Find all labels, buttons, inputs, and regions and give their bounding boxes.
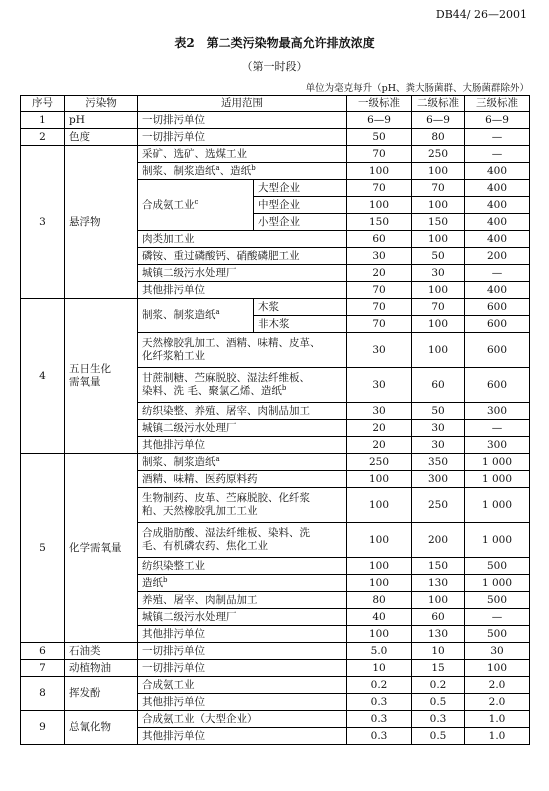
grade-2-value: 70 xyxy=(412,180,465,197)
scope-cell xyxy=(138,333,347,368)
grade-2-value: 130 xyxy=(412,626,465,643)
pollutant-name-line: 五日生化 xyxy=(69,363,111,375)
grade-1-value: 100 xyxy=(347,523,412,558)
grade-3-value: 400 xyxy=(465,282,530,299)
grade-1-value: 40 xyxy=(347,609,412,626)
grade-3-value: 500 xyxy=(465,558,530,575)
grade-3-value: — xyxy=(465,420,530,437)
pollutant-name: 挥发酚 xyxy=(65,677,138,711)
row-no: 4 xyxy=(21,299,65,454)
sub-scope-cell: 小型企业 xyxy=(254,214,347,231)
scope-text: 制浆、制浆造纸 xyxy=(142,455,216,468)
pollutant-name xyxy=(65,299,138,454)
grade-2-value: 100 xyxy=(412,316,465,333)
scope-cell: 其他排污单位 xyxy=(138,694,347,711)
row-no: 6 xyxy=(21,643,65,660)
grade-1-value: 70 xyxy=(347,299,412,316)
grade-3-value: 300 xyxy=(465,437,530,454)
grade-3-value: 1.0 xyxy=(465,711,530,728)
footnote-mark: a xyxy=(215,308,220,316)
grade-1-value: 100 xyxy=(347,197,412,214)
scope-text: 染料、洗 毛、聚氯乙烯、造纸 xyxy=(142,385,282,397)
grade-3-value: 2.0 xyxy=(465,694,530,711)
grade-1-value: 20 xyxy=(347,265,412,282)
grade-1-value: 50 xyxy=(347,129,412,146)
grade-2-value: 100 xyxy=(412,231,465,248)
sub-scope-cell: 中型企业 xyxy=(254,197,347,214)
grade-3-value: 400 xyxy=(465,231,530,248)
scope-cell xyxy=(138,454,347,471)
scope-cell xyxy=(138,163,347,180)
table-row xyxy=(21,112,530,129)
grade-3-value: — xyxy=(465,129,530,146)
pollutant-name: 石油类 xyxy=(65,643,138,660)
scope-text: 甘蔗制糖、苎麻脱胶、湿法纤维板、 xyxy=(142,372,310,384)
scope-cell: 养殖、屠宰、肉制品加工 xyxy=(138,592,347,609)
grade-2-value: 150 xyxy=(412,214,465,231)
grade-3-value: 400 xyxy=(465,214,530,231)
table-row xyxy=(21,643,530,660)
grade-1-value: 100 xyxy=(347,488,412,523)
scope-cell: 城镇二级污水处理厂 xyxy=(138,420,347,437)
scope-cell: 合成氨工业 xyxy=(138,677,347,694)
grade-1-value: 80 xyxy=(347,592,412,609)
grade-2-value: 100 xyxy=(412,333,465,368)
scope-cell: 一切排污单位 xyxy=(138,660,347,677)
grade-3-value: 1 000 xyxy=(465,488,530,523)
grade-3-value: 1 000 xyxy=(465,454,530,471)
scope-cell: 城镇二级污水处理厂 xyxy=(138,265,347,282)
scope-text: 、造纸 xyxy=(219,164,252,177)
header-scope: 适用范围 xyxy=(138,96,347,112)
scope-text: 制浆、制浆造纸 xyxy=(142,164,216,177)
grade-1-value: 250 xyxy=(347,454,412,471)
grade-3-value: 30 xyxy=(465,643,530,660)
grade-2-value: 100 xyxy=(412,197,465,214)
scope-cell: 磷铵、重过磷酸钙、硝酸磷肥工业 xyxy=(138,248,347,265)
footnote-mark: b xyxy=(251,163,256,172)
header-grade-1: 一级标准 xyxy=(347,96,412,112)
grade-3-value: 600 xyxy=(465,299,530,316)
scope-cell: 一切排污单位 xyxy=(138,129,347,146)
grade-3-value: 1 000 xyxy=(465,523,530,558)
scope-cell: 酒精、味精、医药原料药 xyxy=(138,471,347,488)
grade-3-value: 1 000 xyxy=(465,471,530,488)
grade-2-value: 50 xyxy=(412,248,465,265)
footnote-mark: a xyxy=(215,454,220,463)
grade-3-value: 6—9 xyxy=(465,112,530,129)
grade-3-value: 1.0 xyxy=(465,728,530,745)
grade-2-value: 250 xyxy=(412,488,465,523)
sub-scope-cell: 木浆 xyxy=(254,299,347,316)
grade-2-value: 60 xyxy=(412,609,465,626)
grade-1-value: 100 xyxy=(347,163,412,180)
scope-cell: 其他排污单位 xyxy=(138,626,347,643)
grade-2-value: 0.3 xyxy=(412,711,465,728)
scope-cell: 纺织染整、养殖、屠宰、肉制品加工 xyxy=(138,403,347,420)
grade-2-value: 15 xyxy=(412,660,465,677)
grade-3-value: 2.0 xyxy=(465,677,530,694)
grade-1-value: 30 xyxy=(347,368,412,403)
grade-2-value: 100 xyxy=(412,163,465,180)
grade-1-value: 100 xyxy=(347,626,412,643)
grade-1-value: 6—9 xyxy=(347,112,412,129)
table-subtitle: （第一时段） xyxy=(241,60,308,73)
header-grade-2: 二级标准 xyxy=(412,96,465,112)
table-row xyxy=(21,454,530,471)
pollutant-name: 色度 xyxy=(65,129,138,146)
row-no: 1 xyxy=(21,112,65,129)
unit-note: 单位为毫克每升（pH、粪大肠菌群、大肠菌群除外） xyxy=(305,83,529,94)
grade-1-value: 70 xyxy=(347,282,412,299)
grade-3-value: — xyxy=(465,265,530,282)
grade-1-value: 70 xyxy=(347,316,412,333)
grade-3-value: — xyxy=(465,146,530,163)
table-row xyxy=(21,299,530,316)
scope-cell xyxy=(138,368,347,403)
grade-2-value: 6—9 xyxy=(412,112,465,129)
grade-3-value: 400 xyxy=(465,163,530,180)
header-pollutant: 污染物 xyxy=(65,96,138,112)
scope-cell xyxy=(138,575,347,592)
row-no: 9 xyxy=(21,711,65,745)
grade-1-value: 30 xyxy=(347,248,412,265)
grade-3-value: — xyxy=(465,609,530,626)
row-no: 7 xyxy=(21,660,65,677)
scope-cell: 一切排污单位 xyxy=(138,112,347,129)
scope-cell xyxy=(138,299,254,333)
grade-1-value: 0.3 xyxy=(347,694,412,711)
header-row xyxy=(21,96,530,112)
grade-1-value: 100 xyxy=(347,558,412,575)
grade-2-value: 10 xyxy=(412,643,465,660)
grade-3-value: 400 xyxy=(465,197,530,214)
grade-3-value: 100 xyxy=(465,660,530,677)
footnote-mark: a xyxy=(215,163,220,172)
grade-3-value: 600 xyxy=(465,333,530,368)
scope-text: 毛、有机磷农药、焦化工业 xyxy=(142,540,268,552)
grade-2-value: 100 xyxy=(412,282,465,299)
grade-1-value: 20 xyxy=(347,437,412,454)
grade-3-value: 500 xyxy=(465,626,530,643)
row-no: 2 xyxy=(21,129,65,146)
pollutant-name: 动植物油 xyxy=(65,660,138,677)
table-row xyxy=(21,677,530,694)
pollutant-name-line: 需氧量 xyxy=(69,376,101,388)
grade-1-value: 0.2 xyxy=(347,677,412,694)
grade-2-value: 350 xyxy=(412,454,465,471)
footnote-mark: b xyxy=(163,575,168,584)
table-row xyxy=(21,146,530,163)
grade-2-value: 250 xyxy=(412,146,465,163)
grade-3-value: 600 xyxy=(465,368,530,403)
grade-1-value: 10 xyxy=(347,660,412,677)
grade-2-value: 130 xyxy=(412,575,465,592)
grade-1-value: 70 xyxy=(347,180,412,197)
grade-3-value: 500 xyxy=(465,592,530,609)
pollutant-limits-table xyxy=(20,95,530,745)
scope-text: 粕、天然橡胶乳加工工业 xyxy=(142,505,258,517)
scope-text: 天然橡胶乳加工、酒精、味精、皮革、 xyxy=(142,337,321,349)
table-row xyxy=(21,711,530,728)
scope-cell: 合成氨工业（大型企业） xyxy=(138,711,347,728)
scope-text: 生物制药、皮革、苎麻脱胶、化纤浆 xyxy=(142,492,310,504)
grade-2-value: 300 xyxy=(412,471,465,488)
scope-text: 合成脂肪酸、湿法纤维板、染料、洗 xyxy=(142,527,310,539)
grade-2-value: 0.2 xyxy=(412,677,465,694)
scope-cell: 纺织染整工业 xyxy=(138,558,347,575)
pollutant-name: 化学需氧量 xyxy=(65,454,138,643)
row-no: 5 xyxy=(21,454,65,643)
grade-1-value: 20 xyxy=(347,420,412,437)
scope-text: 制浆、制浆造纸 xyxy=(142,309,216,321)
grade-1-value: 5.0 xyxy=(347,643,412,660)
footnote-mark: c xyxy=(194,197,199,206)
scope-text: 造纸 xyxy=(142,576,163,589)
pollutant-name: pH xyxy=(65,112,138,129)
scope-cell: 其他排污单位 xyxy=(138,728,347,745)
pollutant-name: 悬浮物 xyxy=(65,146,138,299)
grade-3-value: 200 xyxy=(465,248,530,265)
grade-1-value: 30 xyxy=(347,403,412,420)
grade-2-value: 100 xyxy=(412,592,465,609)
scope-text: 化纤浆粕工业 xyxy=(142,350,205,362)
header-no: 序号 xyxy=(21,96,65,112)
scope-cell xyxy=(138,180,254,231)
grade-1-value: 0.3 xyxy=(347,711,412,728)
grade-1-value: 100 xyxy=(347,471,412,488)
table-row xyxy=(21,129,530,146)
sub-scope-cell: 大型企业 xyxy=(254,180,347,197)
grade-2-value: 0.5 xyxy=(412,694,465,711)
grade-2-value: 50 xyxy=(412,403,465,420)
scope-cell xyxy=(138,488,347,523)
grade-1-value: 0.3 xyxy=(347,728,412,745)
row-no: 8 xyxy=(21,677,65,711)
grade-3-value: 300 xyxy=(465,403,530,420)
grade-1-value: 100 xyxy=(347,575,412,592)
grade-3-value: 600 xyxy=(465,316,530,333)
scope-cell xyxy=(138,523,347,558)
grade-3-value: 1 000 xyxy=(465,575,530,592)
scope-cell: 采矿、选矿、选煤工业 xyxy=(138,146,347,163)
scope-cell: 一切排污单位 xyxy=(138,643,347,660)
scope-text: 合成氨工业 xyxy=(142,198,195,211)
table-row xyxy=(21,660,530,677)
scope-cell: 城镇二级污水处理厂 xyxy=(138,609,347,626)
grade-2-value: 80 xyxy=(412,129,465,146)
grade-1-value: 30 xyxy=(347,333,412,368)
pollutant-name: 总氰化物 xyxy=(65,711,138,745)
grade-2-value: 200 xyxy=(412,523,465,558)
sub-scope-cell: 非木浆 xyxy=(254,316,347,333)
grade-2-value: 70 xyxy=(412,299,465,316)
grade-3-value: 400 xyxy=(465,180,530,197)
document-code: DB44/ 26—2001 xyxy=(435,8,527,21)
scope-cell: 肉类加工业 xyxy=(138,231,347,248)
grade-2-value: 0.5 xyxy=(412,728,465,745)
table-title: 表2 第二类污染物最高允许排放浓度 xyxy=(174,36,375,50)
grade-2-value: 30 xyxy=(412,420,465,437)
grade-1-value: 150 xyxy=(347,214,412,231)
footnote-mark: b xyxy=(281,384,287,392)
grade-2-value: 150 xyxy=(412,558,465,575)
row-no: 3 xyxy=(21,146,65,299)
grade-2-value: 30 xyxy=(412,265,465,282)
scope-cell: 其他排污单位 xyxy=(138,437,347,454)
grade-2-value: 60 xyxy=(412,368,465,403)
grade-1-value: 60 xyxy=(347,231,412,248)
grade-2-value: 30 xyxy=(412,437,465,454)
scope-cell: 其他排污单位 xyxy=(138,282,347,299)
header-grade-3: 三级标准 xyxy=(465,96,530,112)
grade-1-value: 70 xyxy=(347,146,412,163)
